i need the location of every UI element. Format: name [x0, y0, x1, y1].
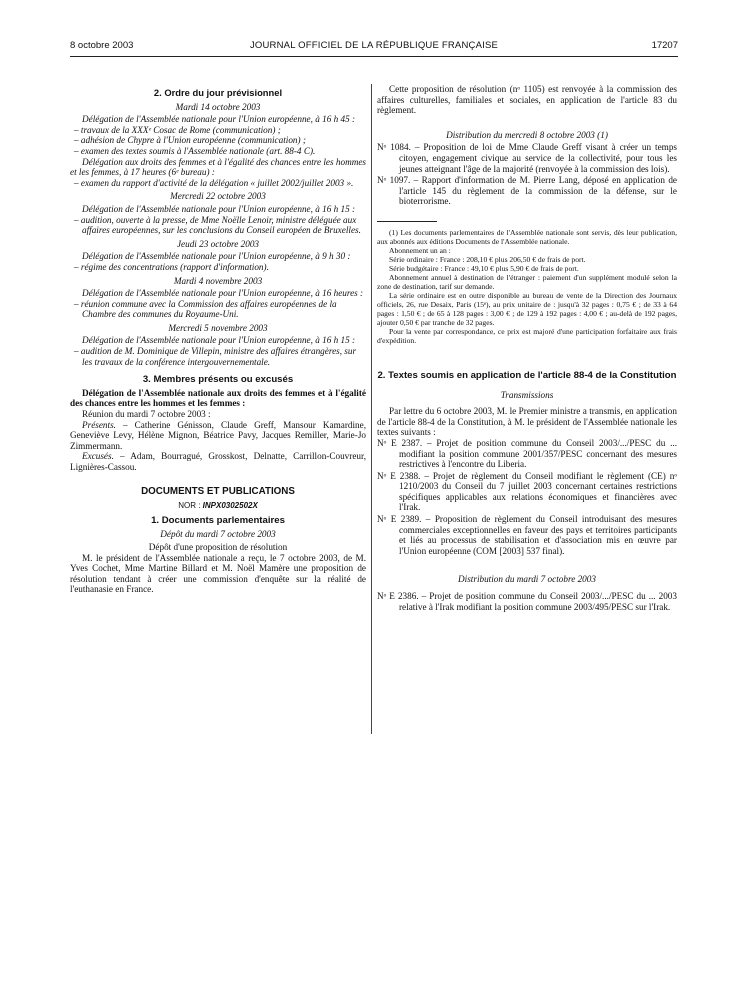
agenda-date: Mercredi 5 novembre 2003 [168, 322, 268, 333]
deposit-text: M. le président de l'Assemblée nationale a reçu, le 7 octobre 2003, de M. Yves Cochet, Mme Martine Billard et M. Noël Mamère une proposition de résolution tendant à créer une commission d'enquête sur la réalité de l'euthanasie en France. [70, 552, 366, 595]
presents-names: – Catherine Génisson, Claude Greff, Mansour Kamardine, Geneviève Levy, Hélène Mignon, Béatrice Pavy, Jacques Remiller, Marie-Jo Zimmermann. [70, 419, 366, 451]
section-title: 3. Membres présents ou excusés [142, 374, 294, 386]
agenda-item: – travaux de la XXXᵉ Cosac de Rome (communication) ; [74, 124, 281, 135]
agenda-intro: Délégation de l'Assemblée nationale pour l'Union européenne, à 9 h 30 : [82, 251, 351, 262]
agenda-date: Mercredi 22 octobre 2003 [170, 191, 266, 202]
agenda-item: – examen du rapport d'activité de la délégation « juillet 2002/juillet 2003 ». [74, 177, 354, 188]
nor-value: INPX0302502X [202, 501, 258, 511]
document-item: Nᵒ 1084. – Proposition de loi de Mme Claude Greff visant à créer un temps citoyen, engagement civique au service de la collectivité, pour tous les jeunes atteignant l'âge de la majorité (renvoyée à la commission des lois). [377, 142, 677, 174]
agenda-item: – adhésion de Chypre à l'Union européenne (communication) ; [74, 135, 306, 146]
presents-label: Présents. [82, 419, 116, 430]
footnote-text: Série ordinaire : France : 208,10 € plus 206,50 € de frais de port. [389, 254, 586, 264]
presents-line [70, 420, 366, 452]
agenda-item: – examen des textes soumis à l'Assemblée nationale (art. 88-4 C). [74, 145, 316, 156]
document-item: Nᵒ E 2388. – Projet de règlement du Conseil modifiant le règlement (CE) nᵒ 1210/2003 du Conseil du 7 juillet 2003 concernant certaines restrictions spécifiques applicables aux relations économiques et financières avec l'Irak. [377, 470, 677, 513]
excuses-names: – Adam, Bourragué, Grosskost, Delnatte, Carrillon-Couvreur, Lignières-Cassou. [70, 451, 366, 472]
transmission-text: Par lettre du 6 octobre 2003, M. le Premier ministre a transmis, en application de l'article 88-4 de la Constitution, à M. le président de l'Assemblée nationale les textes suivants : [377, 406, 677, 438]
docs-publications-title: DOCUMENTS ET PUBLICATIONS [141, 485, 295, 497]
agenda-intro: Délégation de l'Assemblée nationale pour l'Union européenne, à 16 h 15 : [82, 335, 356, 346]
deposit-date: Dépôt du mardi 7 octobre 2003 [160, 529, 276, 540]
agenda-item: – audition de M. Dominique de Villepin, ministre des affaires étrangères, sur les travaux de la conférence intergouvernementale. [74, 346, 357, 367]
agenda-item: – réunion commune avec la Commission des affaires européennes de la Chambre des communes du Royaume-Uni. [74, 298, 337, 320]
document-item: Nᵒ E 2389. – Proposition de règlement du Conseil introduisant des mesures commerciales exceptionnelles en faveur des pays et territoires participants et liés au processus de stabilisation et d'association mis en œuvre par l'Union européenne (COM [2003] 537 final). [377, 514, 677, 556]
distribution-date: Distribution du mardi 7 octobre 2003 [458, 574, 596, 585]
section-title: 1. Documents parlementaires [151, 514, 285, 526]
agenda-item: – régime des concentrations (rapport d'information). [74, 261, 269, 272]
section-title: 2. Textes soumis en application de l'article 88-4 de la Constitution [377, 369, 677, 381]
agenda-intro: Délégation de l'Assemblée nationale pour l'Union européenne, à 16 h 15 : [82, 203, 356, 214]
footnote-text: Série budgétaire : France : 49,10 € plus 5,90 € de frais de port. [389, 263, 579, 273]
footnote-text: Abonnement annuel à destination de l'étranger : paiement d'un supplément modulé selon la zone de destination, tarif sur demande. [377, 272, 677, 291]
document-item: Nᵒ 1097. – Rapport d'information de M. Pierre Lang, déposé en application de l'article 145 du règlement de la commission de la défense, sur le bioterrorisme. [377, 175, 677, 207]
right-column [377, 84, 677, 613]
footnote [377, 228, 677, 345]
header-rule [70, 56, 678, 57]
footnote-text: Pour la vente par correspondance, ce prix est majoré d'une participation forfaitaire aux frais d'expédition. [377, 326, 677, 345]
column-divider [371, 84, 372, 734]
footnote-text: La série ordinaire est en outre disponible au bureau de vente de la Direction des Journaux officiels, 26, rue Desaix, Paris (15ᵉ), au prix unitaire de : jusqu'à 32 pages : 0,75 € ; de 33 à 64 pages : 1,50 € ; de 65 à 128 pages : 3,00 € ; de 129 à 192 pages : 4,00 € ; au-delà de 192 pages, ajouter 0,50 € par tranche de 32 pages. [377, 290, 677, 327]
transmissions-subtitle: Transmissions [500, 389, 554, 400]
nor-reference [70, 501, 366, 512]
meeting-date: Réunion du mardi 7 octobre 2003 : [82, 409, 211, 420]
excuses-line [70, 451, 366, 472]
continuation-text: Cette proposition de résolution (nᵒ 1105) est renvoyée à la commission des affaires culturelles, familiales et sociales, en application de l'article 83 du règlement. [377, 84, 677, 116]
nor-label: NOR : [178, 501, 201, 511]
footnote-text: Abonnement un an : [389, 245, 451, 255]
left-column [70, 84, 366, 595]
distribution-date: Distribution du mercredi 8 octobre 2003 (1) [446, 129, 608, 140]
excuses-label: Excusés. [82, 451, 114, 462]
journal-title: JOURNAL OFFICIEL DE LA RÉPUBLIQUE FRANÇAISE [249, 40, 499, 51]
agenda-intro: Délégation aux droits des femmes et à l'égalité des chances entre les hommes et les femmes, à 17 heures (6ᵉ bureau) : [70, 156, 366, 178]
document-item: Nᵒ E 2387. – Projet de position commune du Conseil 2003/.../PESC du ... modifiant la position commune 2001/357/PESC concernant des mesures restrictives à l'encontre du Liberia. [377, 437, 677, 470]
agenda-date: Mardi 4 novembre 2003 [173, 275, 263, 286]
agenda-item: – audition, ouverte à la presse, de Mme Noëlle Lenoir, ministre déléguée aux affaires européennes, sur les conclusions du Conseil européen de Bruxelles. [74, 214, 361, 236]
footnote-text: (1) Les documents parlementaires de l'Assemblée nationale sont servis, dès leur publication, aux abonnés aux éditions Documents de l'Assemblée nationale. [377, 227, 677, 246]
agenda-date: Mardi 14 octobre 2003 [175, 101, 261, 112]
delegation-name: Délégation de l'Assemblée nationale aux droits des femmes et à l'égalité des chances entre les hommes et les femmes : [70, 387, 366, 409]
section-title: 2. Ordre du jour prévisionnel [153, 87, 283, 98]
page-number: 17207 [651, 40, 678, 51]
deposit-subtitle: Dépôt d'une proposition de résolution [148, 541, 288, 552]
running-header [70, 40, 678, 54]
agenda-intro: Délégation de l'Assemblée nationale pour l'Union européenne, à 16 h 45 : [82, 114, 356, 125]
footnote-rule [377, 221, 437, 222]
header-date: 8 octobre 2003 [70, 40, 134, 51]
agenda-intro: Délégation de l'Assemblée nationale pour l'Union européenne, à 16 heures : [82, 288, 364, 299]
agenda-date: Jeudi 23 octobre 2003 [176, 238, 260, 249]
document-item: Nᵒ E 2386. – Projet de position commune du Conseil 2003/.../PESC du ... 2003 relative à l'Irak modifiant la position commune 2003/495/PESC sur l'Irak. [377, 591, 677, 612]
